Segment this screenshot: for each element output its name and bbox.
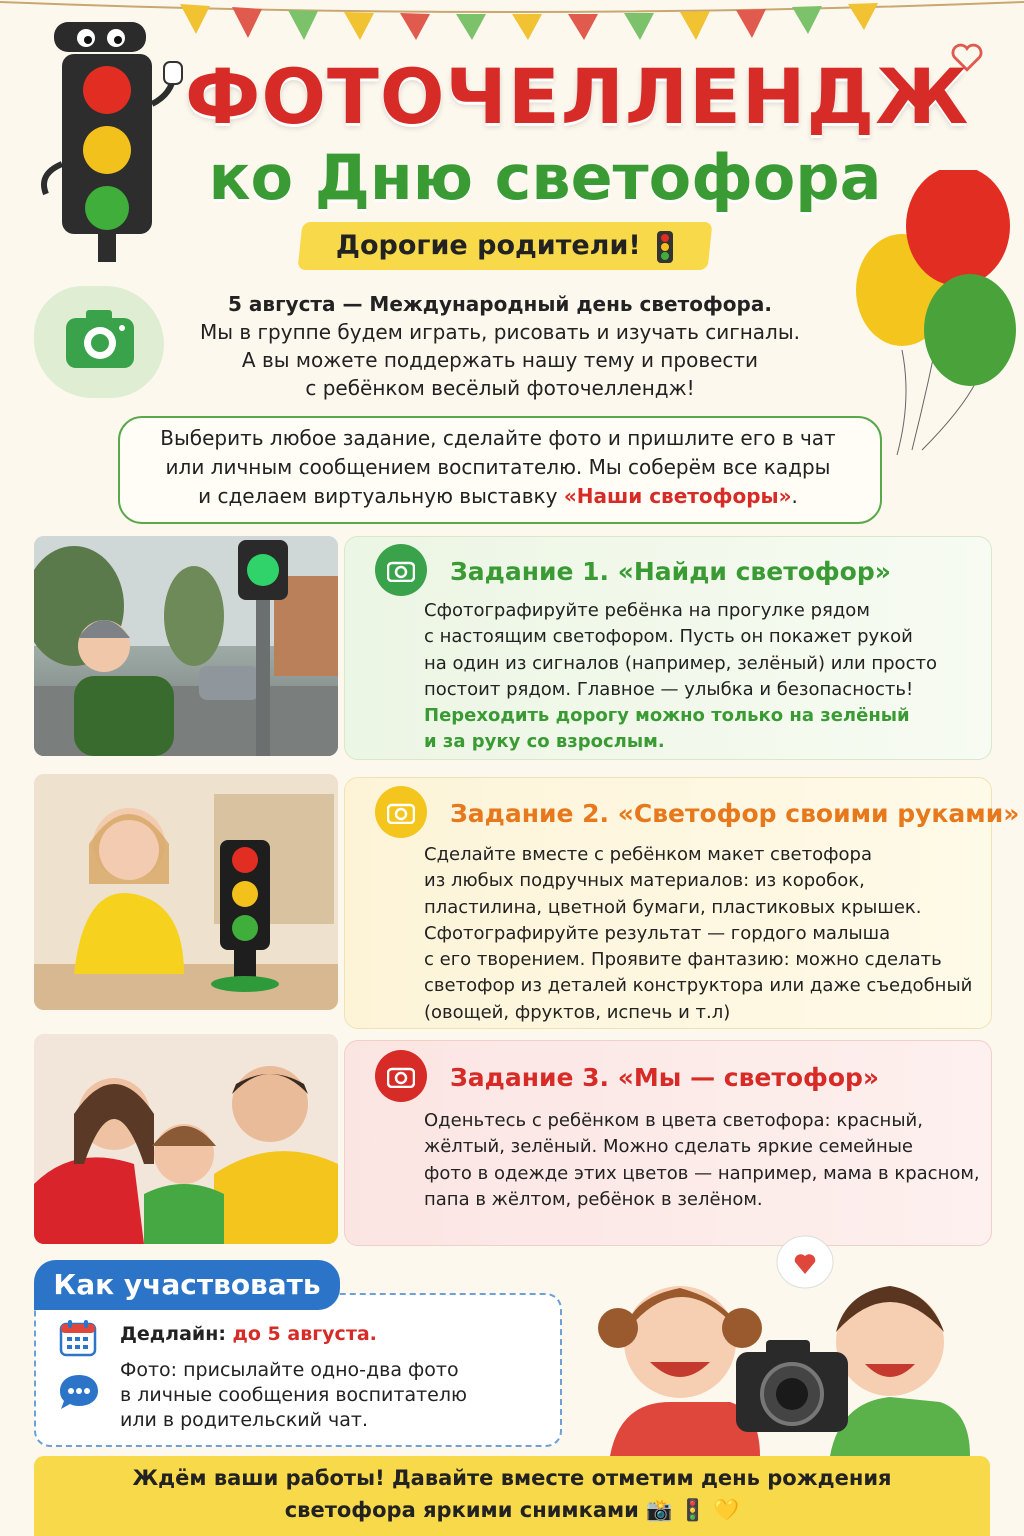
- task3-photo-illustration: [34, 1034, 338, 1244]
- instructions-text: Выберить любое задание, сделайте фото и пришлите его в чат или личным сообщением воспитателю. Мы соберём все кадры и сделаем виртуальную выставку «Наши светофоры».: [160, 426, 836, 508]
- task1-photo: [34, 536, 338, 756]
- calendar-icon: [58, 1318, 98, 1358]
- task2-photo: [34, 774, 338, 1010]
- chat-icon: [58, 1372, 100, 1412]
- task3-camera-icon: [375, 1050, 427, 1102]
- traffic-light-mascot: [24, 14, 194, 264]
- intro-text: 5 августа — Международный день светофора. Мы в группе будем играть, рисовать и изучать сигналы. А вы можете поддержать нашу тему и провести с ребёнком весёлый фоточеллендж!: [200, 292, 800, 400]
- photo-instructions: Фото: присылайте одно-два фото в личные сообщения воспитателю или в родительский чат.: [120, 1359, 467, 1431]
- deadline-line: Дедлайн: до 5 августа.: [120, 1323, 377, 1345]
- camera-glyph: [387, 558, 415, 582]
- balloons-decoration: [852, 170, 1022, 460]
- kids-with-camera-illustration: [590, 1232, 990, 1456]
- task3-title: Задание 3. «Мы — светофор»: [450, 1063, 880, 1092]
- page-subtitle: ко Дню светофора: [208, 141, 882, 214]
- camera-glyph: [387, 800, 415, 824]
- task2-camera-icon: [375, 786, 427, 838]
- task2-body: Сделайте вместе с ребёнком макет светофора из любых подручных материалов: из коробок, пластилина, цветной бумаги, пластиковых крышек. Сфотографируйте результат — гордого малыша с его творением. Проявите фантазию: можно сделать светофор из деталей конструктора или даже съедобный (овощей, фруктов, испечь и т.л): [424, 844, 973, 1023]
- page-title: ФОТОЧЕЛЛЕНДЖ: [185, 52, 970, 141]
- footer-text: Ждём ваши работы! Давайте вместе отметим день рождения светофора яркими снимками 📸 🚦 💛: [132, 1466, 892, 1522]
- camera-icon: [64, 306, 136, 370]
- task1-body: Сфотографируйте ребёнка на прогулке рядом с настоящим светофором. Пусть он покажет рукой на один из сигналов (например, зелёный) или просто постоит рядом. Главное — улыбка и безопасность! Переходить дорогу можно только на зелёный и за руку со взрослым.: [424, 600, 937, 753]
- task1-title: Задание 1. «Найди светофор»: [450, 557, 891, 586]
- task2-title: Задание 2. «Светофор своими руками»: [450, 799, 1020, 828]
- camera-glyph: [387, 1064, 415, 1088]
- task1-photo-illustration: [34, 536, 338, 756]
- task2-photo-illustration: [34, 774, 338, 1010]
- task3-body: Оденьтесь с ребёнком в цвета светофора: красный, жёлтый, зелёный. Можно сделать яркие семейные фото в одежде этих цветов — например, мама в красном, папа в жёлтом, ребёнок в зелёном.: [424, 1110, 980, 1210]
- exhibition-name: «Наши светофоры»: [563, 484, 792, 508]
- task1-camera-icon: [375, 544, 427, 596]
- how-to-participate-tab: Как участвовать: [34, 1260, 340, 1310]
- greeting-banner: Дорогие родители!: [300, 222, 710, 270]
- task3-photo: [34, 1034, 338, 1244]
- traffic-light-icon: [656, 230, 674, 264]
